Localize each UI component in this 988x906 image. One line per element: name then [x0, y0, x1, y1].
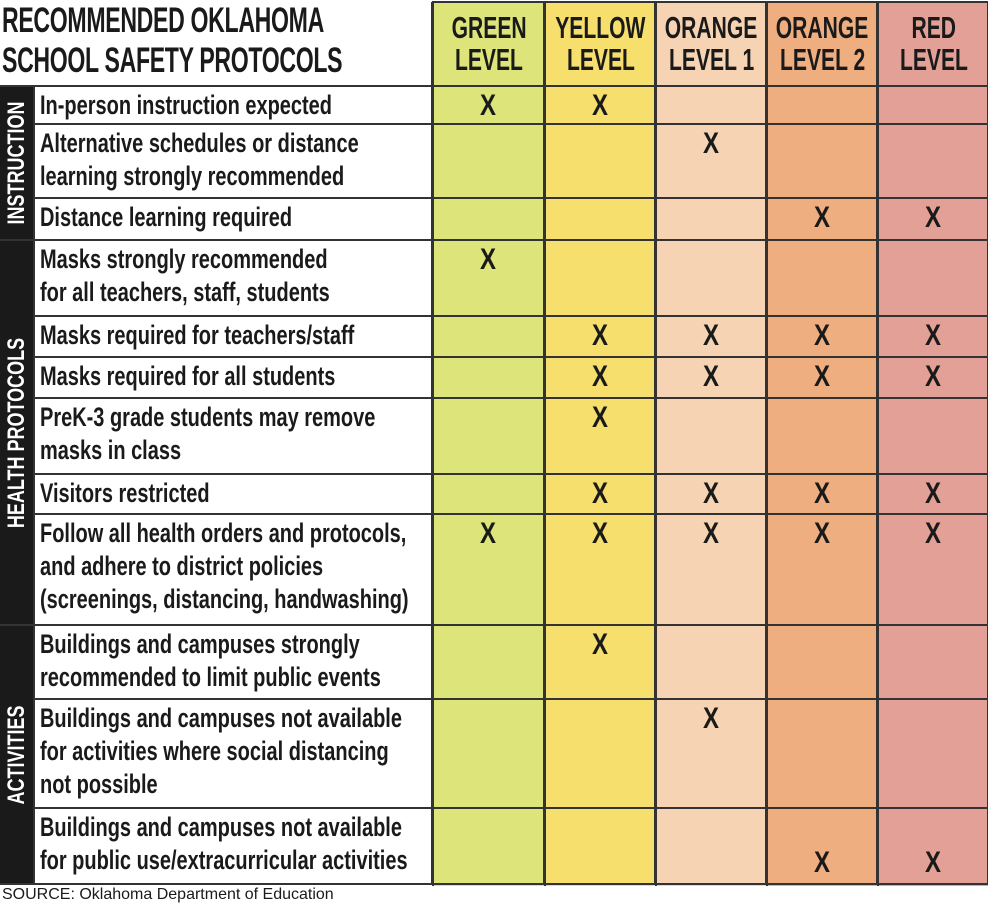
title-line-1: RECOMMENDED OKLAHOMA [2, 1, 324, 40]
header-top-rule [432, 1, 988, 3]
protocol-mark: X [813, 319, 830, 352]
section-bar-edge [33, 86, 35, 884]
protocol-mark: X [702, 517, 719, 550]
protocol-mark: X [924, 477, 941, 510]
row-label: Follow all health orders and protocols, and adhere to district policies (screenings, distancing, handwashing) [40, 518, 409, 614]
row-divider [33, 698, 988, 700]
level-header-line-1: GREEN [451, 10, 527, 45]
protocol-mark: X [702, 319, 719, 352]
row-label: PreK-3 grade students may remove masks in class [40, 402, 376, 465]
protocol-mark: X [702, 477, 719, 510]
level-header-line-2: LEVEL 1 [668, 42, 755, 77]
row-label: Buildings and campuses not available for public use/extracurricular activities [40, 812, 408, 875]
protocol-mark: X [591, 477, 608, 510]
protocol-mark: X [591, 360, 608, 393]
column-divider [765, 2, 767, 884]
level-header-2 [544, 2, 655, 86]
row-label: Alternative schedules or distance learning strongly recommended [40, 128, 359, 191]
row-label: Distance learning required [40, 202, 293, 232]
protocol-mark: X [479, 517, 496, 550]
protocol-mark: X [813, 360, 830, 393]
row-divider [33, 513, 988, 515]
protocol-mark: X [702, 360, 719, 393]
source-note: SOURCE: Oklahoma Department of Education [2, 886, 334, 903]
row-label: Visitors restricted [40, 478, 210, 508]
protocol-mark: X [591, 319, 608, 352]
protocol-mark: X [591, 628, 608, 661]
section-label: HEALTH PROTOCOLS [2, 337, 30, 528]
level-header-line-1: ORANGE [776, 10, 869, 45]
protocol-mark: X [813, 846, 830, 879]
row-divider [33, 397, 988, 399]
protocol-mark: X [479, 89, 496, 122]
protocol-mark: X [813, 201, 830, 234]
row-divider [33, 197, 988, 199]
level-header-line-2: LEVEL [899, 42, 968, 77]
protocol-mark: X [591, 401, 608, 434]
level-header-4 [766, 2, 877, 86]
section-divider [0, 239, 988, 241]
row-divider [33, 315, 988, 317]
protocol-mark: X [924, 319, 941, 352]
level-header-1 [432, 2, 544, 86]
row-label: Masks required for teachers/staff [40, 320, 355, 350]
level-header-5 [877, 2, 988, 86]
protocol-mark: X [702, 127, 719, 160]
row-divider [33, 473, 988, 475]
protocol-mark: X [479, 243, 496, 276]
row-label: Buildings and campuses strongly recommended to limit public events [40, 629, 381, 692]
protocol-mark: X [924, 201, 941, 234]
level-header-3 [655, 2, 766, 86]
column-divider [543, 2, 545, 884]
protocol-mark: X [924, 846, 941, 879]
level-header-line-2: LEVEL [455, 42, 523, 77]
protocol-mark: X [591, 89, 608, 122]
title-line-2: SCHOOL SAFETY PROTOCOLS [2, 41, 343, 80]
level-header-line-2: LEVEL 2 [779, 42, 866, 77]
protocol-mark: X [591, 517, 608, 550]
row-divider [33, 123, 988, 125]
section-label: ACTIVITIES [2, 704, 30, 805]
section-divider [0, 624, 988, 626]
column-divider [876, 2, 878, 884]
level-header-line-1: YELLOW [555, 10, 646, 45]
page-title [0, 0, 432, 86]
protocol-mark: X [702, 702, 719, 735]
row-divider [33, 356, 988, 358]
protocol-mark: X [924, 360, 941, 393]
column-divider [654, 2, 656, 884]
row-label: Masks strongly recommended for all teachers, staff, students [40, 244, 330, 307]
row-divider [33, 807, 988, 809]
protocol-mark: X [813, 517, 830, 550]
protocol-mark: X [813, 477, 830, 510]
protocol-mark: X [924, 517, 941, 550]
row-label: Buildings and campuses not available for activities where social distancing not possible [40, 703, 402, 799]
level-header-line-2: LEVEL [566, 42, 635, 77]
row-label: Masks required for all students [40, 361, 336, 391]
section-label: INSTRUCTION [2, 101, 30, 225]
column-divider [431, 2, 433, 884]
row-label: In-person instruction expected [40, 90, 332, 120]
level-header-line-1: ORANGE [665, 10, 758, 45]
level-header-line-1: RED [911, 10, 956, 45]
